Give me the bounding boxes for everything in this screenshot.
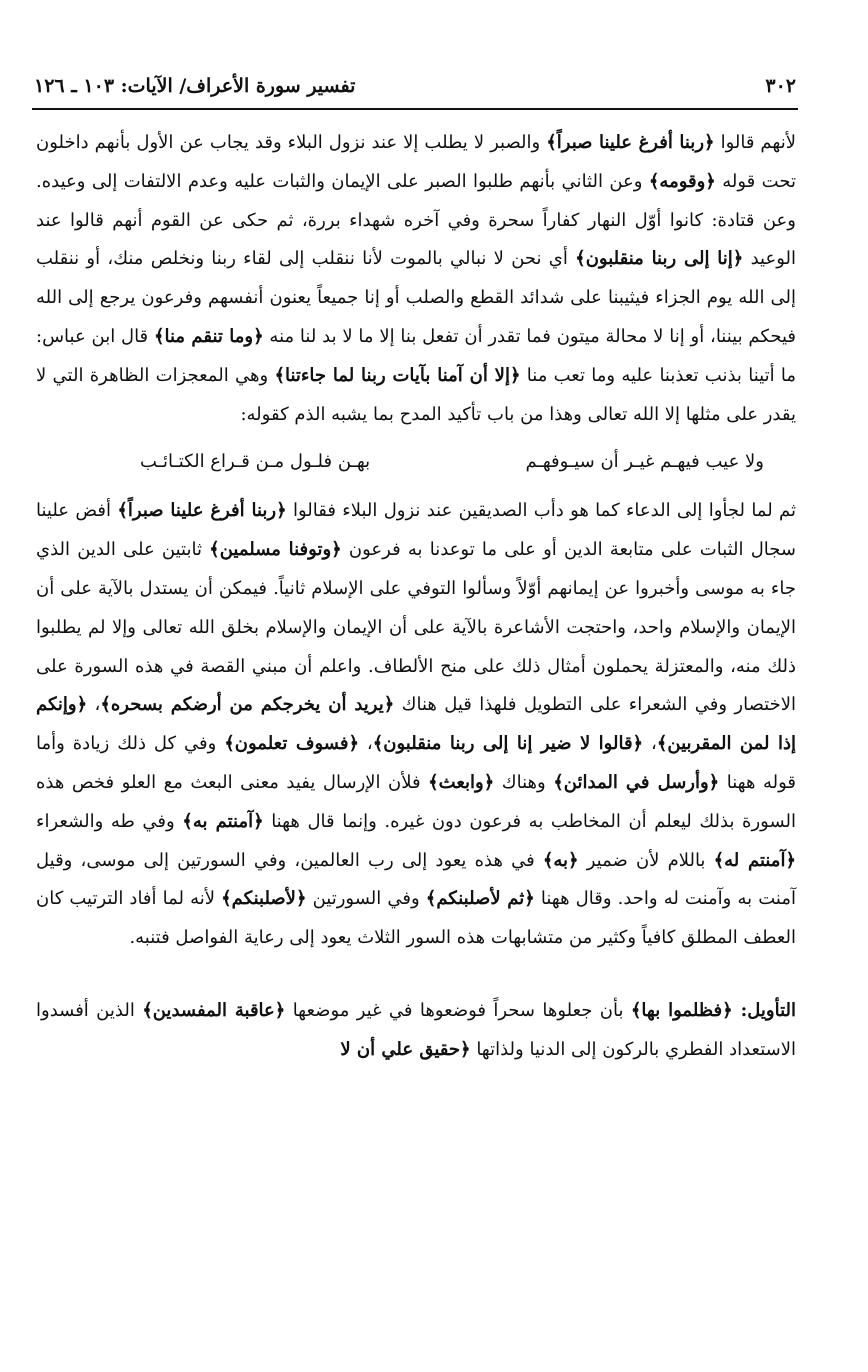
section-label: التأويل: — [732, 999, 796, 1021]
text-run: ثابتين على الدين الذي جاء به موسى وأخبروا عن إيمانهم أوّلاً وسألوا التوفي على الإسلام ثانياً. فيمكن أن يستدل بالآية على أن الإيمان والإسلام واحد، واحتجت الأشاعرة بالآية على أن الإيمان والإسلام بخلق الله تعالى وإلا لم يطلبوا ذلك منه، والمعتزلة يحملون أمثال ذلك على منح الألطاف. واعلم أن مبني القصة في هذه السورة على الاختصار وفي الشعراء على التطويل فلهذا قيل هناك — [36, 539, 796, 716]
verse-first-hemistich: ولا عيب فيهـم غيـر أن سيـوفهـم — [525, 451, 764, 473]
text-run: بأن جعلوها سحراً فوضعوها في غير موضعها — [285, 999, 631, 1021]
quran-quote: ﴿ربنا أفرغ علينا صبراً﴾ — [546, 132, 715, 153]
quran-quote: ﴿وابعث﴾ — [428, 771, 495, 793]
quran-quote: ﴿وأرسل في المدائن﴾ — [553, 771, 720, 793]
quran-quote: ﴿ربنا أفرغ علينا صبراً﴾ — [117, 500, 287, 522]
text-run: وهناك — [494, 771, 554, 793]
quran-quote: ﴿إلا أن آمنا بآيات ربنا لما جاءتنا﴾ — [274, 364, 521, 386]
text-run: والصبر لا يطلب إلا عند نزول البلاء وقد يجاب عن الأول بأنهم داخلون تحت قوله — [36, 132, 796, 192]
verse-second-hemistich: بهـن فلـول مـن قـراع الكتـائـب — [140, 451, 371, 473]
paragraph-2 — [36, 492, 796, 958]
paragraph-3 — [36, 992, 796, 1070]
quran-quote: ﴿يريد أن يخرجكم من أرضكم بسحره﴾ — [100, 694, 395, 716]
quran-quote: ﴿فسوف تعلمون﴾ — [224, 733, 359, 755]
page-number: ٣٠٢ — [765, 75, 796, 97]
text-run: وفي السورتين — [306, 888, 426, 910]
text-run: ثم لما لجأوا إلى الدعاء كما هو دأب الصديقين عند نزول البلاء فقالوا — [286, 500, 797, 522]
text-run: باللام لأن ضمير — [578, 849, 714, 871]
quran-quote: ﴿حقيق علي أن لا — [340, 1038, 471, 1060]
quran-quote: ﴿آمنتم له﴾ — [713, 849, 796, 871]
quran-quote: ﴿به﴾ — [542, 849, 579, 871]
quran-quote: ﴿قالوا لا ضير إنا إلى ربنا منقلبون﴾ — [372, 733, 644, 755]
text-run: فلأن الإرسال يفيد معنى البعث مع العلو فخص هذه السورة بذلك ليعلم أن المخاطب به فرعون دون غيره. وإنما قال ههنا — [36, 771, 796, 832]
quran-quote: ﴿إنا إلى ربنا منقلبون﴾ — [575, 248, 744, 270]
quran-quote: ﴿آمنتم به﴾ — [182, 810, 264, 832]
paragraph-1 — [36, 124, 796, 434]
quran-quote: ﴿ثم لأصلبنكم﴾ — [425, 888, 535, 910]
quran-quote: ﴿وإنكم إذا لمن المقربين﴾ — [36, 694, 797, 755]
page-body — [36, 124, 796, 1070]
text-run: لأنهم قالوا — [714, 132, 796, 153]
running-title: تفسير سورة الأعراف/ الآيات: ١٠٣ ـ ١٢٦ — [34, 75, 356, 97]
text-run: وعن الثاني بأنهم طلبوا الصبر على الإيمان والثبات عليه وعدم الالتفات إلى وعيده. وعن قتادة: كانوا أوّل النهار كفاراً سحرة وفي آخره شهداء بررة، ثم حكى عن القوم أنهم قالوا عند الوعيد — [36, 170, 796, 270]
text-run: أي نحن لا نبالي بالموت لأنا ننقلب إلى لقاء ربنا ونخلص منك، أو ننقلب إلى الله يوم الجزاء فيثيبنا على شدائد القطع والصلب أو إنا جميعاً يعنون أنفسهم وفرعون يرجع إلى الله فيحكم بيننا، أو إنا لا محالة ميتون فما تقدر أن تفعل بنا إلا ما لا بد لنا منه — [36, 248, 796, 347]
text-run: وهي المعجزات الظاهرة التي لا يقدر على مثلها إلا الله تعالى وهذا من باب تأكيد المدح بما يشبه الذم كقوله: — [36, 364, 796, 425]
text-run: ، — [87, 694, 101, 716]
text-run: ، — [643, 733, 657, 755]
text-run: قال ابن عباس: ما أتينا بذنب تعذبنا عليه وما تعب منا — [36, 325, 796, 386]
quran-quote: ﴿عاقبة المفسدين﴾ — [142, 999, 286, 1021]
page-header — [34, 66, 796, 106]
text-run: الذين أفسدوا الاستعداد الفطري بالركون إلى الدنيا ولذاتها — [36, 999, 796, 1060]
header-divider — [32, 108, 798, 110]
poetry-verse — [36, 440, 796, 484]
quran-quote: ﴿فظلموا بها﴾ — [630, 999, 733, 1021]
quran-quote: ﴿وتوفنا مسلمين﴾ — [209, 539, 342, 561]
quran-quote: ﴿وقومه﴾ — [648, 170, 716, 192]
text-run: وفي كل ذلك زيادة وأما قوله ههنا — [36, 733, 797, 793]
quran-quote: ﴿لأصلبنكم﴾ — [221, 888, 307, 910]
text-run: وفي طه والشعراء — [36, 810, 183, 832]
text-run: في هذه يعود إلى رب العالمين، وفي السورتين إلى موسى، وقيل آمنت به وآمنت له واحد. وقال ههنا — [36, 849, 796, 910]
quran-quote: ﴿وما تنقم منا﴾ — [153, 325, 264, 347]
paragraph-gap — [36, 958, 796, 992]
text-run: لأنه لما أفاد الترتيب كان العطف المطلق كافياً وكثير من متشابهات هذه السور الثلاث يعود إلى رعاية الفواصل فتنبه. — [36, 888, 796, 949]
text-run: أفض علينا سجال الثبات على متابعة الدين أو على ما توعدنا به فرعون — [36, 500, 796, 561]
text-run: ، — [359, 733, 373, 755]
